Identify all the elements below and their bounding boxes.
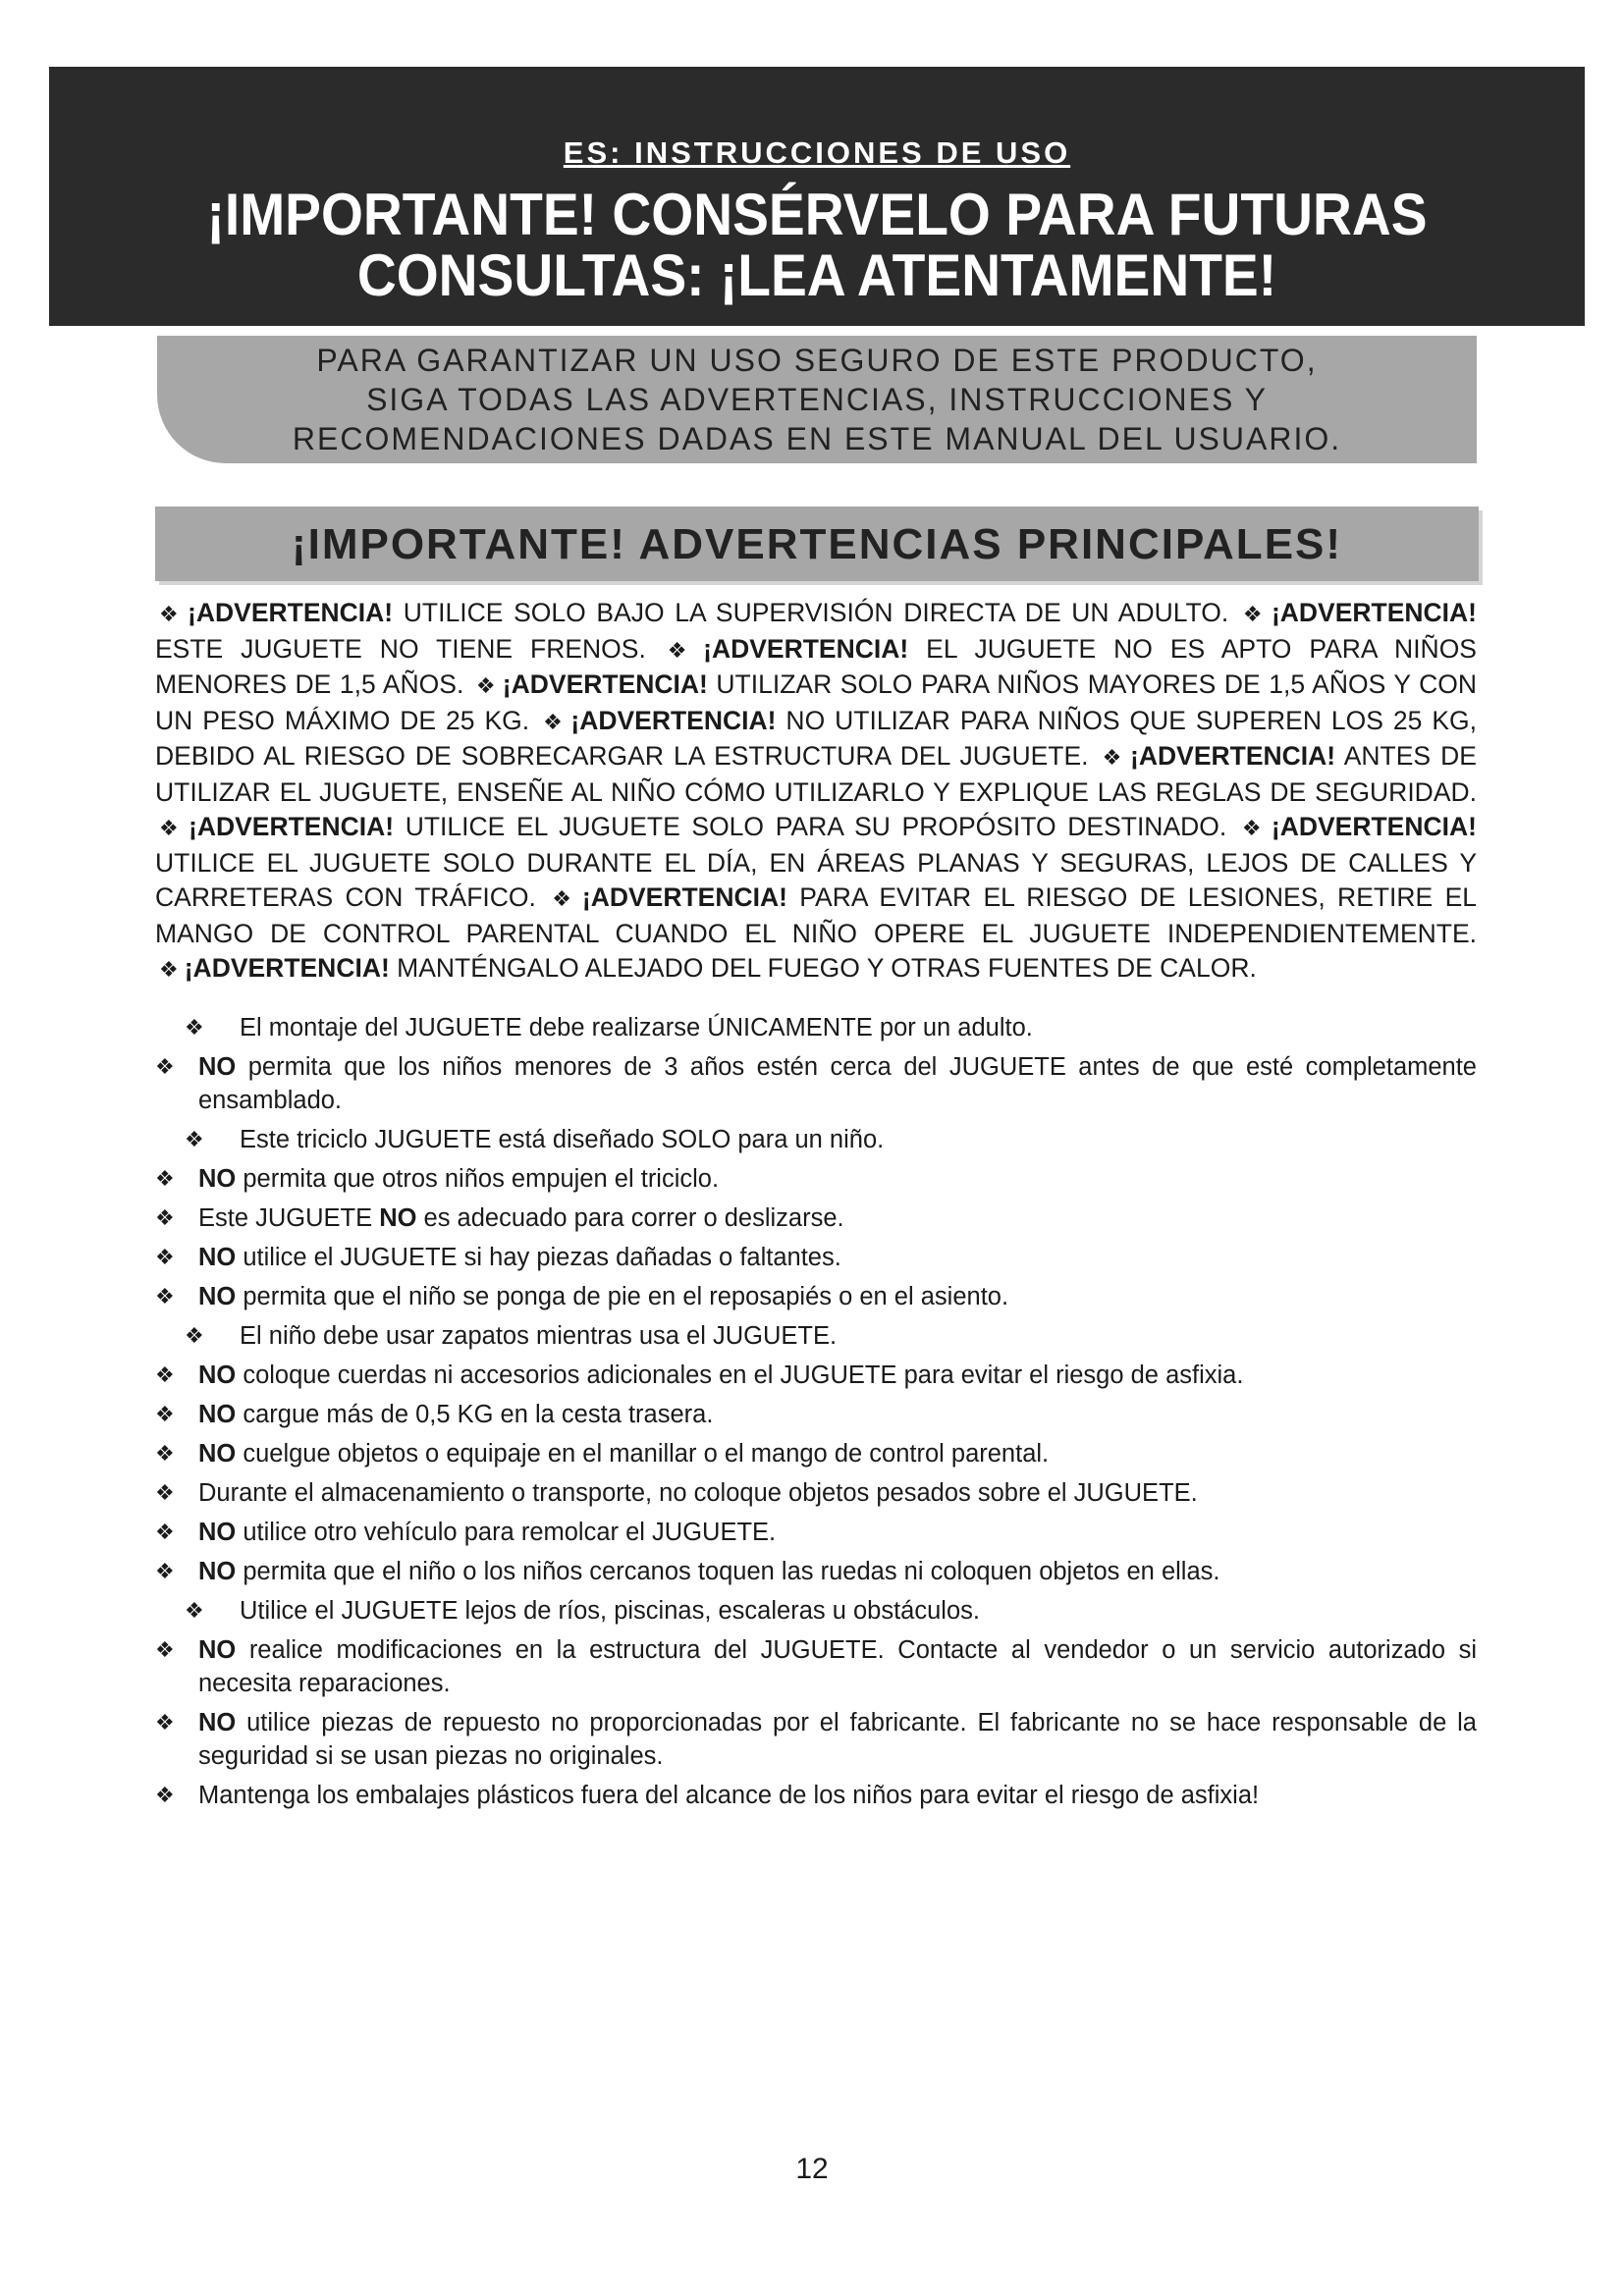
list-item: [155, 1633, 1477, 1700]
item-text: El niño debe usar zapatos mientras usa el JUGUETE.: [240, 1322, 838, 1350]
intro-line2: SIGA TODAS LAS ADVERTENCIAS, INSTRUCCIONES Y: [366, 382, 1268, 417]
item-text: utilice el JUGUETE si hay piezas dañadas o faltantes.: [236, 1244, 841, 1271]
list-item: [155, 1779, 1477, 1812]
intro-line3: RECOMENDACIONES DADAS EN ESTE MANUAL DEL USUARIO.: [292, 421, 1342, 456]
item-text: utilice piezas de repuesto no proporcionadas por el fabricante. El fabricante no se hace responsable de la seguridad si se usan piezas no originales.: [198, 1709, 1477, 1770]
list-item-text: [198, 1204, 844, 1232]
section-title: ¡IMPORTANTE! ADVERTENCIAS PRINCIPALES!: [291, 520, 1343, 568]
warnings-text: [155, 596, 1477, 988]
list-item-text: [198, 1519, 776, 1546]
warning-label: ¡ADVERTENCIA!: [184, 953, 390, 983]
list-item-text: [240, 1126, 884, 1153]
diamond-bullet-icon: ❖: [155, 1166, 175, 1191]
list-item: [155, 1241, 1477, 1274]
list-item: [155, 1162, 1477, 1196]
no-label: NO: [198, 1362, 237, 1389]
no-label: NO: [198, 1709, 237, 1736]
list-item: [155, 1437, 1477, 1470]
warning-label: ¡ADVERTENCIA!: [188, 598, 394, 627]
item-text: realice modificaciones en la estructura del JUGUETE. Contacte al vendedor o un servicio autorizado si necesita reparaciones.: [198, 1636, 1477, 1697]
diamond-bullet-icon: ❖: [185, 1127, 204, 1151]
list-item-text: [198, 1283, 1008, 1310]
diamond-bullet-icon: ❖: [185, 1323, 204, 1348]
no-label: NO: [198, 1283, 237, 1310]
page-header: [49, 67, 1585, 326]
diamond-bullet-icon: ❖: [1102, 745, 1125, 770]
item-text: permita que los niños menores de 3 años estén cerca del JUGUETE antes de que esté completamente ensamblado.: [198, 1053, 1477, 1114]
diamond-bullet-icon: ❖: [155, 1783, 175, 1807]
no-label: NO: [198, 1165, 237, 1193]
warning-label: ¡ADVERTENCIA!: [1271, 598, 1477, 627]
intro-box: [157, 336, 1477, 463]
warning-text: NO UTILIZAR PARA NIÑOS QUE SUPEREN LOS 25 KG, DEBIDO AL RIESGO DE SOBRECARGAR LA ESTRUCTURA DEL JUGUETE.: [155, 705, 1477, 771]
warning-label: ¡ADVERTENCIA!: [581, 882, 787, 912]
item-text: Este triciclo JUGUETE está diseñado SOLO para un niño.: [240, 1126, 885, 1153]
warning-text: UTILIZAR SOLO PARA NIÑOS MAYORES DE 1,5 AÑOS Y CON UN PESO MÁXIMO DE 25 KG.: [155, 669, 1477, 735]
diamond-bullet-icon: ❖: [667, 637, 698, 663]
list-item: [155, 1398, 1477, 1431]
diamond-bullet-icon: ❖: [155, 1284, 175, 1308]
item-text: utilice otro vehículo para remolcar el JUGUETE.: [236, 1519, 777, 1546]
diamond-bullet-icon: ❖: [155, 1637, 175, 1662]
no-label: NO: [379, 1204, 417, 1232]
list-item: [155, 1555, 1477, 1588]
list-item: [155, 1050, 1477, 1117]
no-label: NO: [198, 1440, 237, 1468]
item-text: permita que el niño se ponga de pie en el reposapiés o en el asiento.: [236, 1283, 1009, 1310]
instruction-list: [155, 1011, 1477, 1818]
diamond-bullet-icon: ❖: [155, 1205, 175, 1230]
warning-label: ¡ADVERTENCIA!: [189, 812, 395, 841]
list-item-text: [198, 1440, 1049, 1468]
list-item-text: [198, 1362, 1243, 1389]
warning-text: UTILICE SOLO BAJO LA SUPERVISIÓN DIRECTA DE UN ADULTO.: [393, 598, 1239, 627]
list-item: [155, 1011, 1477, 1044]
header-title-line1: ¡IMPORTANTE! CONSÉRVELO PARA FUTURAS: [206, 182, 1428, 247]
warning-label: ¡ADVERTENCIA!: [570, 705, 777, 735]
no-label: NO: [198, 1636, 237, 1664]
item-text: El montaje del JUGUETE debe realizarse ÚNICAMENTE por un adulto.: [240, 1014, 1033, 1041]
diamond-bullet-icon: ❖: [155, 1559, 175, 1583]
diamond-bullet-icon: ❖: [159, 602, 183, 626]
diamond-bullet-icon: ❖: [159, 957, 179, 982]
section-title-box: [155, 507, 1479, 581]
warning-label: ¡ADVERTENCIA!: [1130, 741, 1336, 771]
list-item: [155, 1359, 1477, 1392]
list-item: [155, 1280, 1477, 1313]
list-item-text: [198, 1479, 1198, 1507]
page-number: 12: [795, 2153, 829, 2185]
no-label: NO: [198, 1558, 237, 1585]
intro-line1: PARA GARANTIZAR UN USO SEGURO DE ESTE PRODUCTO,: [316, 343, 1318, 378]
diamond-bullet-icon: ❖: [475, 673, 497, 698]
header-subtitle: ES: INSTRUCCIONES DE USO: [563, 135, 1071, 170]
diamond-bullet-icon: ❖: [543, 709, 566, 734]
warning-text: ANTES DE UTILIZAR EL JUGUETE, ENSEÑE AL NIÑO CÓMO UTILIZARLO Y EXPLIQUE LAS REGLAS DE SEGURIDAD.: [155, 741, 1477, 807]
warning-text: EL JUGUETE NO ES APTO PARA NIÑOS MENORES DE 1,5 AÑOS.: [155, 633, 1477, 699]
header-title: [111, 182, 1524, 308]
list-item-text: [240, 1014, 1033, 1041]
warning-label: ¡ADVERTENCIA!: [703, 633, 909, 664]
warning-label: ¡ADVERTENCIA!: [1271, 812, 1477, 841]
list-item: [155, 1123, 1477, 1156]
list-item-text: [198, 1558, 1219, 1585]
list-item-text: [198, 1401, 713, 1428]
list-item-text: [198, 1709, 1477, 1770]
intro-text: [157, 341, 1477, 458]
warning-text: ESTE JUGUETE NO TIENE FRENOS.: [155, 633, 664, 664]
diamond-bullet-icon: ❖: [552, 886, 576, 911]
list-item-text: [240, 1597, 980, 1625]
warnings-paragraph: [155, 596, 1477, 988]
list-item: [155, 1476, 1477, 1510]
diamond-bullet-icon: ❖: [155, 1362, 175, 1387]
warning-label: ¡ADVERTENCIA!: [502, 669, 708, 699]
header-title-line2: CONSULTAS: ¡LEA ATENTAMENTE!: [356, 242, 1277, 308]
diamond-bullet-icon: ❖: [1242, 602, 1266, 626]
item-text-prefix: Este JUGUETE: [198, 1204, 380, 1232]
item-text: Utilice el JUGUETE lejos de ríos, piscinas, escaleras u obstáculos.: [240, 1597, 980, 1625]
no-label: NO: [198, 1401, 237, 1428]
no-label: NO: [198, 1053, 237, 1081]
diamond-bullet-icon: ❖: [185, 1015, 204, 1040]
diamond-bullet-icon: ❖: [155, 1441, 175, 1466]
diamond-bullet-icon: ❖: [155, 1402, 175, 1426]
warning-text: PARA EVITAR EL RIESGO DE LESIONES, RETIRE EL MANGO DE CONTROL PARENTAL CUANDO EL NIÑO OPERE EL JUGUETE INDEPENDIENTEMENTE.: [155, 882, 1477, 948]
list-item: [155, 1706, 1477, 1773]
item-text: permita que otros niños empujen el triciclo.: [236, 1165, 720, 1193]
list-item: [155, 1319, 1477, 1353]
no-label: NO: [198, 1519, 237, 1546]
diamond-bullet-icon: ❖: [155, 1245, 175, 1269]
diamond-bullet-icon: ❖: [1241, 816, 1266, 840]
item-text: Mantenga los embalajes plásticos fuera del alcance de los niños para evitar el riesgo de asfixia!: [198, 1782, 1260, 1809]
item-text: es adecuado para correr o deslizarse.: [416, 1204, 844, 1232]
item-text: Durante el almacenamiento o transporte, no coloque objetos pesados sobre el JUGUETE.: [198, 1479, 1198, 1507]
warning-text: UTILICE EL JUGUETE SOLO PARA SU PROPÓSITO DESTINADO.: [394, 812, 1238, 841]
warning-text: UTILICE EL JUGUETE SOLO DURANTE EL DÍA, EN ÁREAS PLANAS Y SEGURAS, LEJOS DE CALLES Y CARRETERAS CON TRÁFICO.: [155, 847, 1477, 912]
list-item-text: [198, 1053, 1477, 1114]
list-item-text: [198, 1244, 841, 1271]
no-label: NO: [198, 1244, 237, 1271]
list-item-text: [198, 1636, 1477, 1697]
list-item: [155, 1516, 1477, 1549]
list-item: [155, 1201, 1477, 1235]
item-text: permita que el niño o los niños cercanos toquen las ruedas ni coloquen objetos en ellas.: [236, 1558, 1220, 1585]
warning-text: MANTÉNGALO ALEJADO DEL FUEGO Y OTRAS FUENTES DE CALOR.: [389, 953, 1257, 983]
diamond-bullet-icon: ❖: [155, 1520, 175, 1544]
diamond-bullet-icon: ❖: [155, 1480, 175, 1505]
diamond-bullet-icon: ❖: [185, 1598, 204, 1623]
item-text: cargue más de 0,5 KG en la cesta trasera.: [236, 1401, 714, 1428]
diamond-bullet-icon: ❖: [159, 816, 184, 840]
list-item-text: [198, 1165, 719, 1193]
list-item: [155, 1594, 1477, 1628]
list-item-text: [240, 1322, 837, 1350]
list-item-text: [198, 1782, 1259, 1809]
item-text: cuelgue objetos o equipaje en el manillar o el mango de control parental.: [236, 1440, 1050, 1468]
diamond-bullet-icon: ❖: [155, 1710, 175, 1735]
diamond-bullet-icon: ❖: [155, 1054, 175, 1079]
item-text: coloque cuerdas ni accesorios adicionales en el JUGUETE para evitar el riesgo de asfixia.: [236, 1362, 1244, 1389]
